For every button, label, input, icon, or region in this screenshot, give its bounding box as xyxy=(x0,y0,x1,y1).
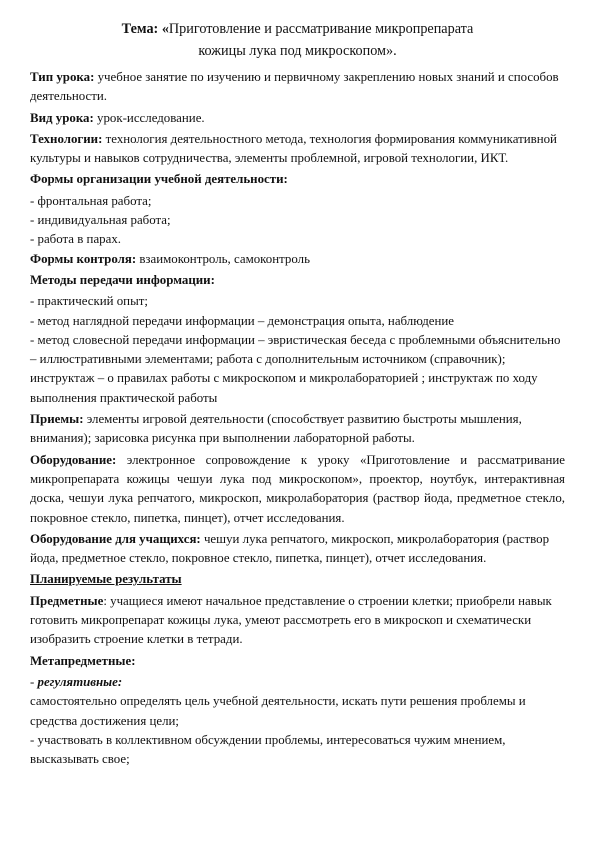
control-forms xyxy=(30,250,565,269)
techniques-label: Приемы: xyxy=(30,412,84,427)
regulative-prefix: - xyxy=(30,674,38,689)
lesson-kind-label: Вид урока: xyxy=(30,110,94,125)
techniques-text: элементы игровой деятельности (способствует развитию быстроты мышления, внимания); зарисовка рисунка при выполнении лабораторной работы. xyxy=(30,412,522,446)
student-equipment-label: Оборудование для учащихся: xyxy=(30,531,201,546)
organization-form-item: - индивидуальная работа; xyxy=(30,213,171,228)
lesson-type xyxy=(30,68,565,107)
document-title xyxy=(30,18,565,62)
lesson-type-text: учебное занятие по изучению и первичному закреплению новых знаний и способов деятельности. xyxy=(30,70,559,104)
title-line-1 xyxy=(30,18,565,40)
info-method-item: - метод словесной передачи информации – эвристическая беседа с проблемными объяснительно – иллюстративными элементами; работа с дополнительным источником (справочник); инструктаж – о правилах работы с микроскопом и микролабораторией ; инструктаж по ходу выполнения практической работы xyxy=(30,332,561,405)
lesson-type-label: Тип урока: xyxy=(30,70,95,84)
info-method-item: - метод наглядной передачи информации – демонстрация опыта, наблюдение xyxy=(30,313,454,328)
equipment-label: Оборудование: xyxy=(30,452,117,467)
planned-results-heading-text: Планируемые результаты xyxy=(30,572,182,587)
student-equipment-text: чешуи лука репчатого, микроскоп, микролаборатория (раствор йода, предметное стекло, покровное стекло, пипетка, пинцет), отчет исследования. xyxy=(30,531,550,566)
meta-result-line: - участвовать в коллективном обсуждении проблемы, интересоваться чужим мнением, высказывать свое; xyxy=(30,732,506,767)
control-forms-label: Формы контроля: xyxy=(30,251,137,266)
regulative-label: регулятивные: xyxy=(37,674,123,689)
meta-result-line: самостоятельно определять цель учебной деятельности, искать пути решения проблемы и средства достижения цели; xyxy=(30,694,526,728)
organization-form-item: - работа в парах. xyxy=(30,232,122,247)
equipment-text: электронное сопровождение к уроку «Приготовление и рассматривание микропрепарата кожицы чешуи лука под микроскопом», проектор, ноутбук, интерактивная доска, чешуи лука репчатого, микроскоп, микролаборатория (раствор йода, предметное стекло, покровное стекло, пипетка, пинцет), отчет исследования. xyxy=(30,452,565,525)
info-methods-heading-text: Методы передачи информации: xyxy=(30,272,215,287)
equipment xyxy=(30,451,565,528)
title-line-2: кожицы лука под микроскопом». xyxy=(198,43,397,59)
regulative-heading xyxy=(30,673,565,692)
technologies-label: Технологии: xyxy=(30,131,103,146)
subject-results-text: : учащиеся имеют начальное представление о строении клетки; приобрели навык готовить микропрепарат кожицы лука, умеют рассмотреть его в микроскоп и схематически изобразить строение клетки в тетради. xyxy=(30,593,552,647)
organization-forms-heading-text: Формы организации учебной деятельности: xyxy=(30,172,288,187)
info-methods-heading xyxy=(30,271,565,290)
technologies-text: технология деятельностного метода, технология формирования коммуникативной культуры и навыков сотрудничества, элементы проблемной, игровой технологии, ИКТ. xyxy=(30,131,557,166)
technologies xyxy=(30,130,565,169)
title-text-1: Приготовление и рассматривание микропрепарата xyxy=(168,21,474,37)
techniques xyxy=(30,410,565,449)
organization-form-item: - фронтальная работа; xyxy=(30,193,152,208)
planned-results-heading xyxy=(30,570,565,589)
student-equipment xyxy=(30,530,565,569)
lesson-kind-text: урок-исследование. xyxy=(93,110,205,125)
info-method-item: - практический опыт; xyxy=(30,294,148,309)
meta-results-heading-text: Метапредметные: xyxy=(30,653,136,668)
title-prefix: Тема: « xyxy=(121,21,169,37)
subject-results-label: Предметные xyxy=(30,593,104,608)
subject-results xyxy=(30,592,565,650)
lesson-kind xyxy=(30,109,565,128)
organization-forms-heading xyxy=(30,170,565,189)
meta-results-heading xyxy=(30,652,565,671)
control-forms-text: взаимоконтроль, самоконтроль xyxy=(136,251,310,266)
